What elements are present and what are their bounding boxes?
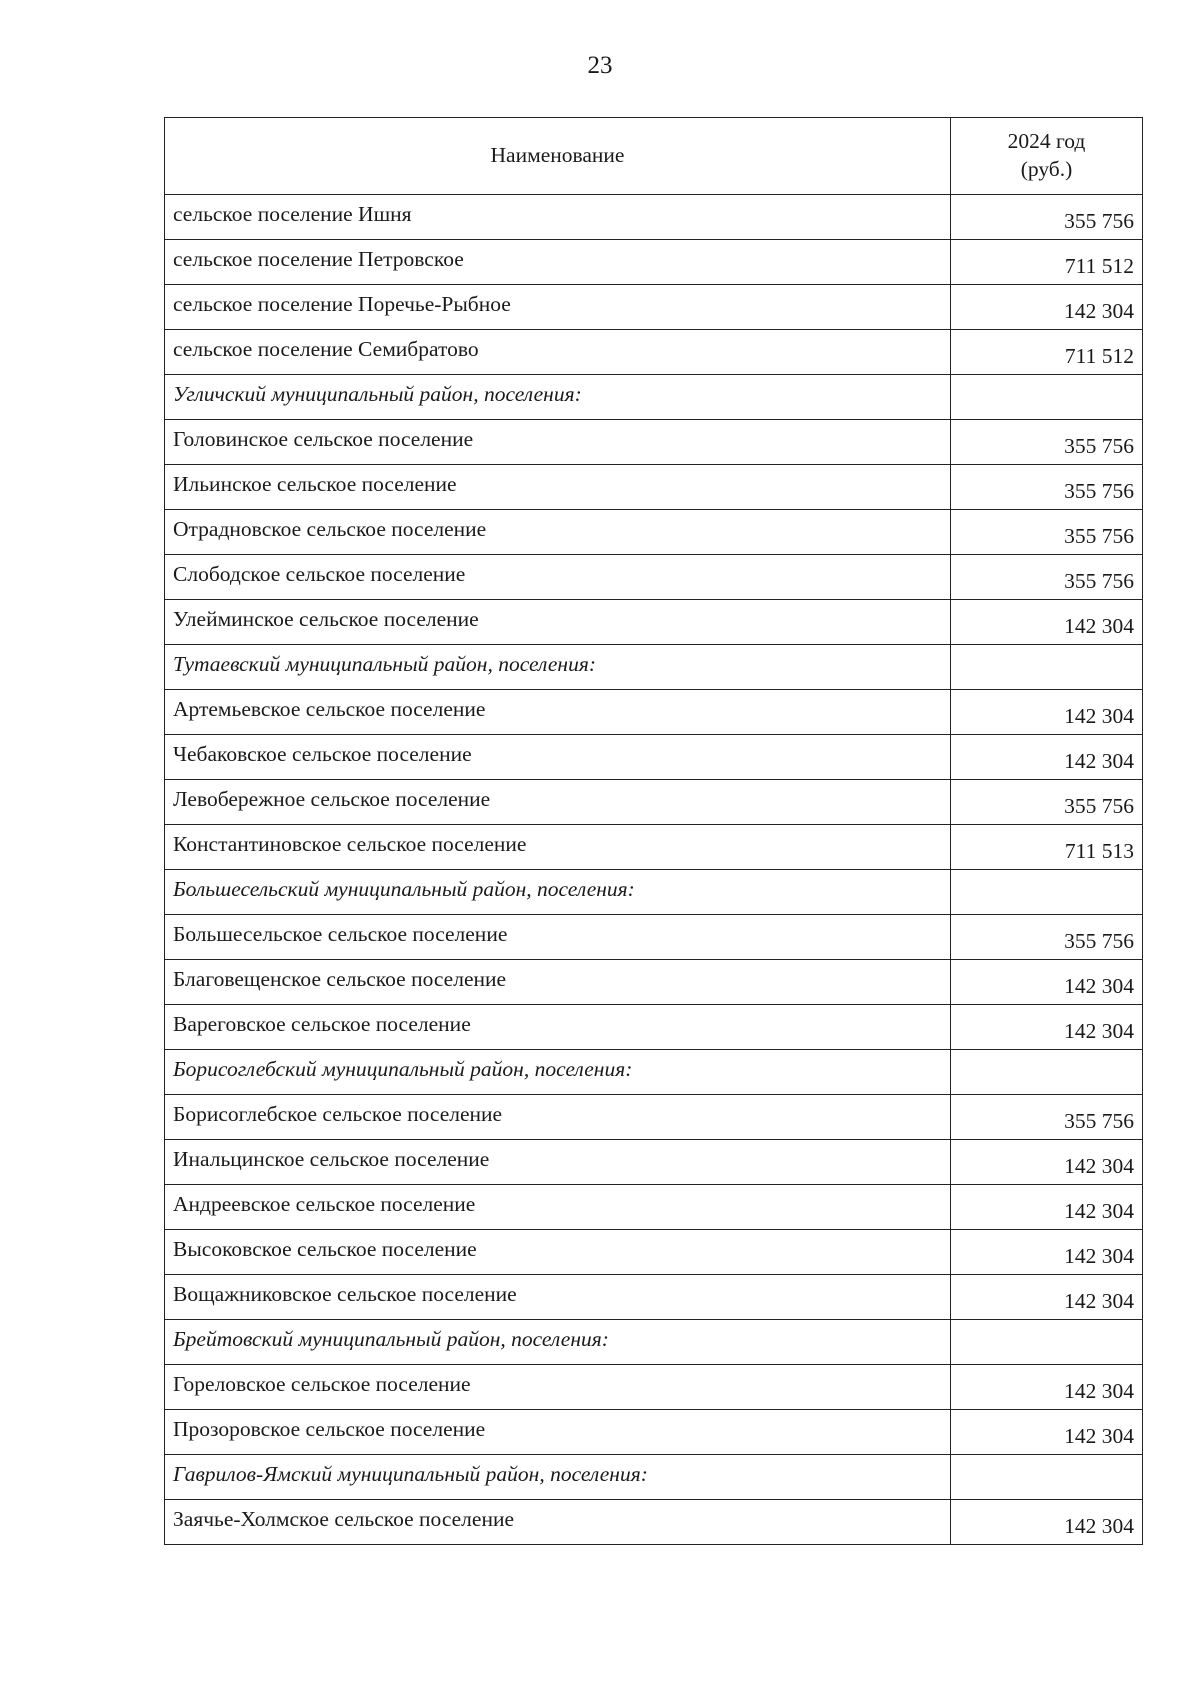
settlement-name: Прозоровское сельское поселение: [165, 1410, 951, 1455]
group-row: [165, 645, 1143, 690]
table-row: [165, 1500, 1143, 1545]
table-header-row: [165, 118, 1143, 195]
settlement-name: Улейминское сельское поселение: [165, 600, 951, 645]
amount-cell: 142 304: [951, 1275, 1143, 1320]
column-header-year-label: 2024 год: [1007, 129, 1086, 154]
amount-cell: [951, 1050, 1143, 1095]
settlement-name: Слободское сельское поселение: [165, 555, 951, 600]
settlement-name: Борисоглебское сельское поселение: [165, 1095, 951, 1140]
settlement-name: сельское поселение Поречье-Рыбное: [165, 285, 951, 330]
group-row: [165, 1455, 1143, 1500]
amount-cell: 355 756: [951, 915, 1143, 960]
amount-cell: 142 304: [951, 1410, 1143, 1455]
table-row: [165, 825, 1143, 870]
amount-cell: 142 304: [951, 735, 1143, 780]
district-heading: Большесельский муниципальный район, поселения:: [165, 870, 951, 915]
amount-cell: 142 304: [951, 600, 1143, 645]
settlement-name: сельское поселение Петровское: [165, 240, 951, 285]
table-row: [165, 735, 1143, 780]
table-row: [165, 960, 1143, 1005]
settlement-name: Артемьевское сельское поселение: [165, 690, 951, 735]
district-heading: Гаврилов-Ямский муниципальный район, поселения:: [165, 1455, 951, 1500]
amount-cell: [951, 375, 1143, 420]
settlement-name: сельское поселение Ишня: [165, 195, 951, 240]
settlement-name: Вощажниковское сельское поселение: [165, 1275, 951, 1320]
amount-cell: 355 756: [951, 510, 1143, 555]
settlement-name: Головинское сельское поселение: [165, 420, 951, 465]
table-row: [165, 1095, 1143, 1140]
column-header-year: [951, 118, 1143, 195]
column-header-unit: (руб.): [1020, 157, 1073, 181]
amount-cell: 355 756: [951, 555, 1143, 600]
district-heading: Борисоглебский муниципальный район, поселения:: [165, 1050, 951, 1095]
table-row: [165, 510, 1143, 555]
table-row: [165, 915, 1143, 960]
settlement-name: Гореловское сельское поселение: [165, 1365, 951, 1410]
amount-cell: 142 304: [951, 690, 1143, 735]
table-row: [165, 465, 1143, 510]
amount-cell: 142 304: [951, 1230, 1143, 1275]
amount-cell: [951, 645, 1143, 690]
table-row: [165, 420, 1143, 465]
table-row: [165, 330, 1143, 375]
table-row: [165, 285, 1143, 330]
amount-cell: 142 304: [951, 285, 1143, 330]
table-row: [165, 240, 1143, 285]
table-row: [165, 555, 1143, 600]
settlement-name: Вареговское сельское поселение: [165, 1005, 951, 1050]
settlement-name: Высоковское сельское поселение: [165, 1230, 951, 1275]
settlement-name: сельское поселение Семибратово: [165, 330, 951, 375]
group-row: [165, 1320, 1143, 1365]
allocation-table: [164, 117, 1143, 1545]
table-row: [165, 780, 1143, 825]
amount-cell: 711 512: [951, 240, 1143, 285]
group-row: [165, 1050, 1143, 1095]
amount-cell: 711 512: [951, 330, 1143, 375]
settlement-name: Андреевское сельское поселение: [165, 1185, 951, 1230]
amount-cell: 355 756: [951, 420, 1143, 465]
amount-cell: [951, 870, 1143, 915]
table-row: [165, 1410, 1143, 1455]
settlement-name: Отрадновское сельское поселение: [165, 510, 951, 555]
table-row: [165, 1365, 1143, 1410]
amount-cell: 142 304: [951, 1365, 1143, 1410]
amount-cell: 355 756: [951, 195, 1143, 240]
table-row: [165, 1005, 1143, 1050]
amount-cell: 711 513: [951, 825, 1143, 870]
amount-cell: [951, 1320, 1143, 1365]
settlement-name: Константиновское сельское поселение: [165, 825, 951, 870]
amount-cell: 355 756: [951, 465, 1143, 510]
district-heading: Брейтовский муниципальный район, поселения:: [165, 1320, 951, 1365]
settlement-name: Чебаковское сельское поселение: [165, 735, 951, 780]
table-row: [165, 690, 1143, 735]
district-heading: Угличский муниципальный район, поселения:: [165, 375, 951, 420]
amount-cell: 142 304: [951, 1005, 1143, 1050]
settlement-name: Инальцинское сельское поселение: [165, 1140, 951, 1185]
group-row: [165, 375, 1143, 420]
table-row: [165, 1275, 1143, 1320]
district-heading: Тутаевский муниципальный район, поселения:: [165, 645, 951, 690]
settlement-name: Большесельское сельское поселение: [165, 915, 951, 960]
settlement-name: Ильинское сельское поселение: [165, 465, 951, 510]
amount-cell: [951, 1455, 1143, 1500]
amount-cell: 142 304: [951, 1140, 1143, 1185]
table-row: [165, 1185, 1143, 1230]
settlement-name: Благовещенское сельское поселение: [165, 960, 951, 1005]
table-row: [165, 195, 1143, 240]
table-row: [165, 1230, 1143, 1275]
amount-cell: 142 304: [951, 1185, 1143, 1230]
table-row: [165, 600, 1143, 645]
amount-cell: 355 756: [951, 780, 1143, 825]
settlement-name: Заячье-Холмское сельское поселение: [165, 1500, 951, 1545]
column-header-name: Наименование: [165, 118, 951, 195]
table-row: [165, 1140, 1143, 1185]
settlement-name: Левобережное сельское поселение: [165, 780, 951, 825]
page-number: 23: [587, 52, 613, 79]
group-row: [165, 870, 1143, 915]
amount-cell: 142 304: [951, 960, 1143, 1005]
amount-cell: 355 756: [951, 1095, 1143, 1140]
amount-cell: 142 304: [951, 1500, 1143, 1545]
